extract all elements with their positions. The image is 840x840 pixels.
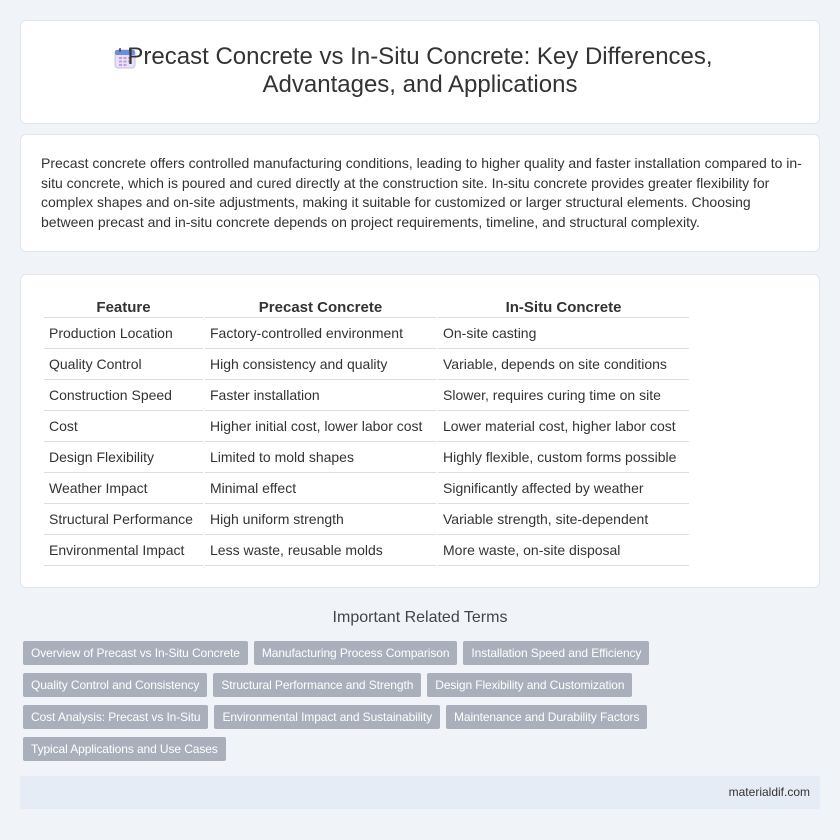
intro-paragraph: Precast concrete offers controlled manufacturing conditions, leading to higher quality and faster installation compared to in-situ concrete, which is poured and cured directly at the construction site. In-situ concrete provides greater flexibility for complex shapes and on-site adjustments, making it suitable for customized or larger structural elements. Choosing between precast and in-situ concrete depends on project requirements, timeline, and structural complexity. (41, 155, 802, 230)
related-terms-title: Important Related Terms (332, 609, 508, 626)
cell-precast: Faster installation (205, 380, 436, 411)
cell-precast: Factory-controlled environment (205, 318, 436, 349)
related-term-tag[interactable]: Manufacturing Process Comparison (254, 641, 458, 665)
cell-insitu: Significantly affected by weather (438, 473, 689, 504)
related-term-tag[interactable]: Quality Control and Consistency (23, 673, 207, 697)
table-row (44, 535, 689, 566)
page-title: Precast Concrete vs In-Situ Concrete: Key Differences, Advantages, and Applications (127, 43, 713, 98)
cell-feature: Structural Performance (44, 504, 203, 535)
cell-insitu: More waste, on-site disposal (438, 535, 689, 566)
header-feature: Feature (44, 295, 203, 318)
header-insitu: In-Situ Concrete (438, 295, 689, 318)
cell-insitu: Slower, requires curing time on site (438, 380, 689, 411)
table-row (44, 442, 689, 473)
related-term-tag[interactable]: Design Flexibility and Customization (427, 673, 632, 697)
related-terms-list (23, 641, 823, 769)
cell-feature: Cost (44, 411, 203, 442)
related-term-tag[interactable]: Structural Performance and Strength (213, 673, 421, 697)
cell-precast: High consistency and quality (205, 349, 436, 380)
intro-card (20, 134, 820, 252)
cell-feature: Production Location (44, 318, 203, 349)
cell-insitu: On-site casting (438, 318, 689, 349)
cell-precast: Minimal effect (205, 473, 436, 504)
cell-feature: Weather Impact (44, 473, 203, 504)
table-row (44, 473, 689, 504)
footer-site[interactable]: materialdif.com (728, 785, 810, 799)
table-row (44, 411, 689, 442)
title-card (20, 20, 820, 124)
cell-precast: Limited to mold shapes (205, 442, 436, 473)
cell-feature: Environmental Impact (44, 535, 203, 566)
related-term-tag[interactable]: Overview of Precast vs In-Situ Concrete (23, 641, 248, 665)
table-row (44, 504, 689, 535)
cell-precast: Higher initial cost, lower labor cost (205, 411, 436, 442)
related-term-tag[interactable]: Maintenance and Durability Factors (446, 705, 647, 729)
related-term-tag[interactable]: Cost Analysis: Precast vs In-Situ (23, 705, 208, 729)
cell-precast: Less waste, reusable molds (205, 535, 436, 566)
comparison-table (42, 295, 691, 566)
table-header-row (44, 295, 689, 318)
related-term-tag[interactable]: Installation Speed and Efficiency (463, 641, 649, 665)
table-row (44, 380, 689, 411)
cell-feature: Quality Control (44, 349, 203, 380)
related-term-tag[interactable]: Typical Applications and Use Cases (23, 737, 226, 761)
related-term-tag[interactable]: Environmental Impact and Sustainability (214, 705, 440, 729)
cell-insitu: Variable strength, site-dependent (438, 504, 689, 535)
cell-insitu: Lower material cost, higher labor cost (438, 411, 689, 442)
table-row (44, 318, 689, 349)
header-precast: Precast Concrete (205, 295, 436, 318)
cell-insitu: Highly flexible, custom forms possible (438, 442, 689, 473)
cell-feature: Design Flexibility (44, 442, 203, 473)
cell-insitu: Variable, depends on site conditions (438, 349, 689, 380)
cell-precast: High uniform strength (205, 504, 436, 535)
cell-feature: Construction Speed (44, 380, 203, 411)
table-row (44, 349, 689, 380)
footer (20, 776, 820, 809)
comparison-card (20, 274, 820, 588)
